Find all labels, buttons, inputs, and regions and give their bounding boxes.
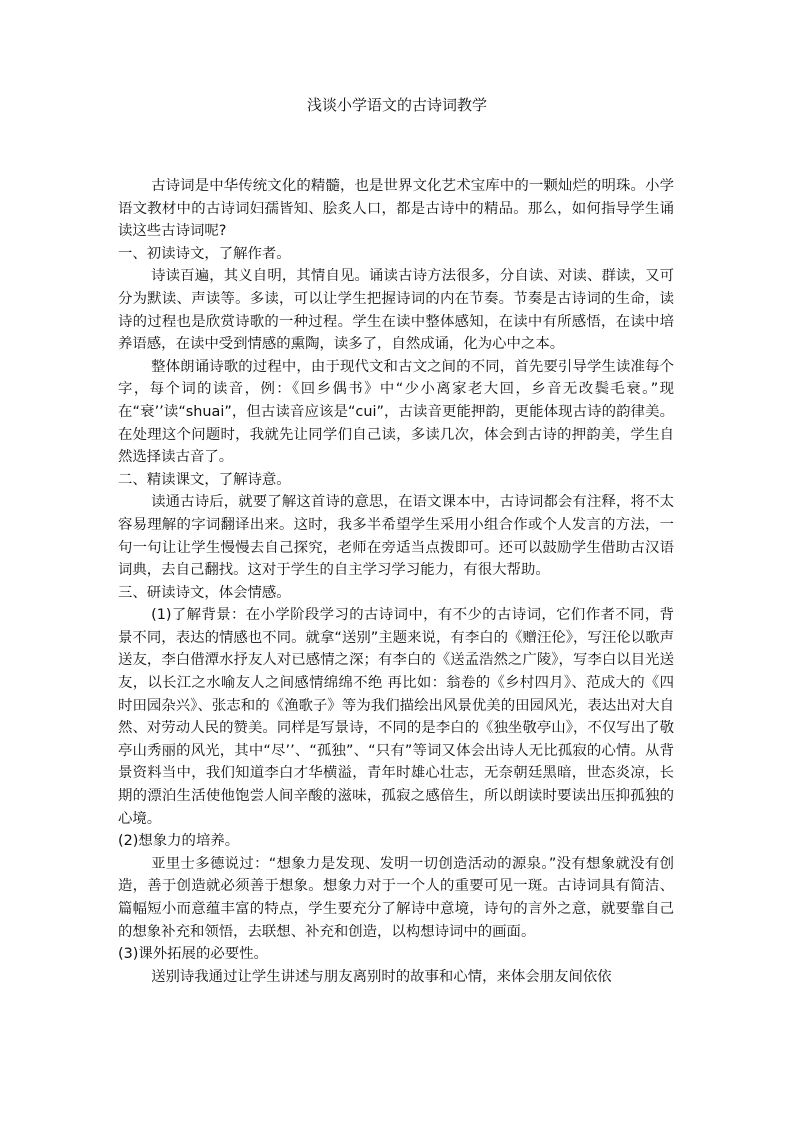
paragraph: 送别诗我通过让学生讲述与朋友离别时的故事和心情，来体会朋友间依依 (151, 968, 612, 985)
paragraph: 亚里士多德说过：“想象力是发现、发明一切创造活动的源泉。”没有想象就没有创造，善于创造就必须善于想象。想象力对于一个人的重要可见一斑。古诗词具有简洁、篇幅短小而意蕴丰富的特点，学生要充分了解诗中意境，诗句的言外之意，就要靠自己的想象补充和领悟，去联想、补充和创造，以构想诗词中的画面。 (118, 855, 674, 940)
subheading-extension: (3)课外拓展的必要性。 (118, 946, 268, 963)
paragraph: 整体朗诵诗歌的过程中，由于现代文和古文之间的不同，首先要引导学生读准每个字，每个词的读音，例：《回乡偶书》中“少小离家老大回，乡音无改鬓毛衰。”现在“衰’’读“shuai”，但古读音应该是“cui”，古读音更能押韵，更能体现古诗的韵律美。在处理这个问题时，我就先让同学们自己读，多读几次，体会到古诗的押韵美，学生自然选择读古音了。 (118, 358, 674, 466)
paragraph: 诗读百遍，其义自明，其情自见。诵读古诗方法很多，分自读、对读、群读，又可分为默读、声读等。多读，可以让学生把握诗词的内在节奏。节奏是古诗词的生命，读诗的过程也是欣赏诗歌的一种过程。学生在读中整体感知，在读中有所感悟，在读中培养语感，在读中受到情感的熏陶，读多了，自然成诵，化为心中之本。 (118, 268, 674, 353)
document-title: 浅谈小学语文的古诗词教学 (306, 96, 487, 114)
paragraph-intro: 古诗词是中华传统文化的精髓，也是世界文化艺术宝库中的一颗灿烂的明珠。小学语文教材中的古诗词妇孺皆知、脍炙人口，都是古诗中的精品。那么，如何指导学生诵读这些古诗词呢? (118, 178, 674, 240)
document-body (118, 175, 674, 988)
paragraph-background: (1)了解背景：在小学阶段学习的古诗词中，有不少的古诗词，它们作者不同，背景不同，表达的情感也不同。就拿“送别”主题来说，有李白的《赠汪伦》，写汪伦以歌声送友，李白借潭水抒友人对已感情之深；有李白的《送孟浩然之广陵》，写李白以目光送友，以长江之水喻友人之间感情绵绵不绝 再比如：翁卷的《乡村四月》、范成大的《四时田园杂兴》、张志和的《渔歌子》等为我们描绘出风景优美的田园风光，表达出对大自然、对劳动人民的赞美。同样是写景诗，不同的是李白的《独坐敬亭山》，不仅写出了敬亭山秀丽的风光，其中“尽’’、“孤独”、“只有”等词又体会出诗人无比孤寂的心情。从背景资料当中，我们知道李白才华横溢，青年时雄心壮志，无奈朝廷黑暗，世态炎凉，长期的漂泊生活使他饱尝人间辛酸的滋味，孤寂之感倍生，所以朗读时要读出压抑孤独的心境。 (118, 607, 674, 827)
section-heading-3: 三、研读诗文，体会情感。 (118, 584, 291, 601)
subheading-imagination: (2)想象力的培养。 (118, 833, 240, 850)
section-heading-2: 二、精读课文，了解诗意。 (118, 471, 291, 488)
paragraph: 读通古诗后，就要了解这首诗的意思，在语文课本中，古诗词都会有注释，将不太容易理解的字词翻译出来。这时，我多半希望学生采用小组合作或个人发言的方法，一句一句让让学生慢慢去自己探究，老师在旁适当点拨即可。还可以鼓励学生借助古汉语词典，去自己翻找。这对于学生的自主学习学习能力，有很大帮助。 (118, 494, 674, 579)
section-heading-1: 一、初读诗文，了解作者。 (118, 245, 291, 262)
